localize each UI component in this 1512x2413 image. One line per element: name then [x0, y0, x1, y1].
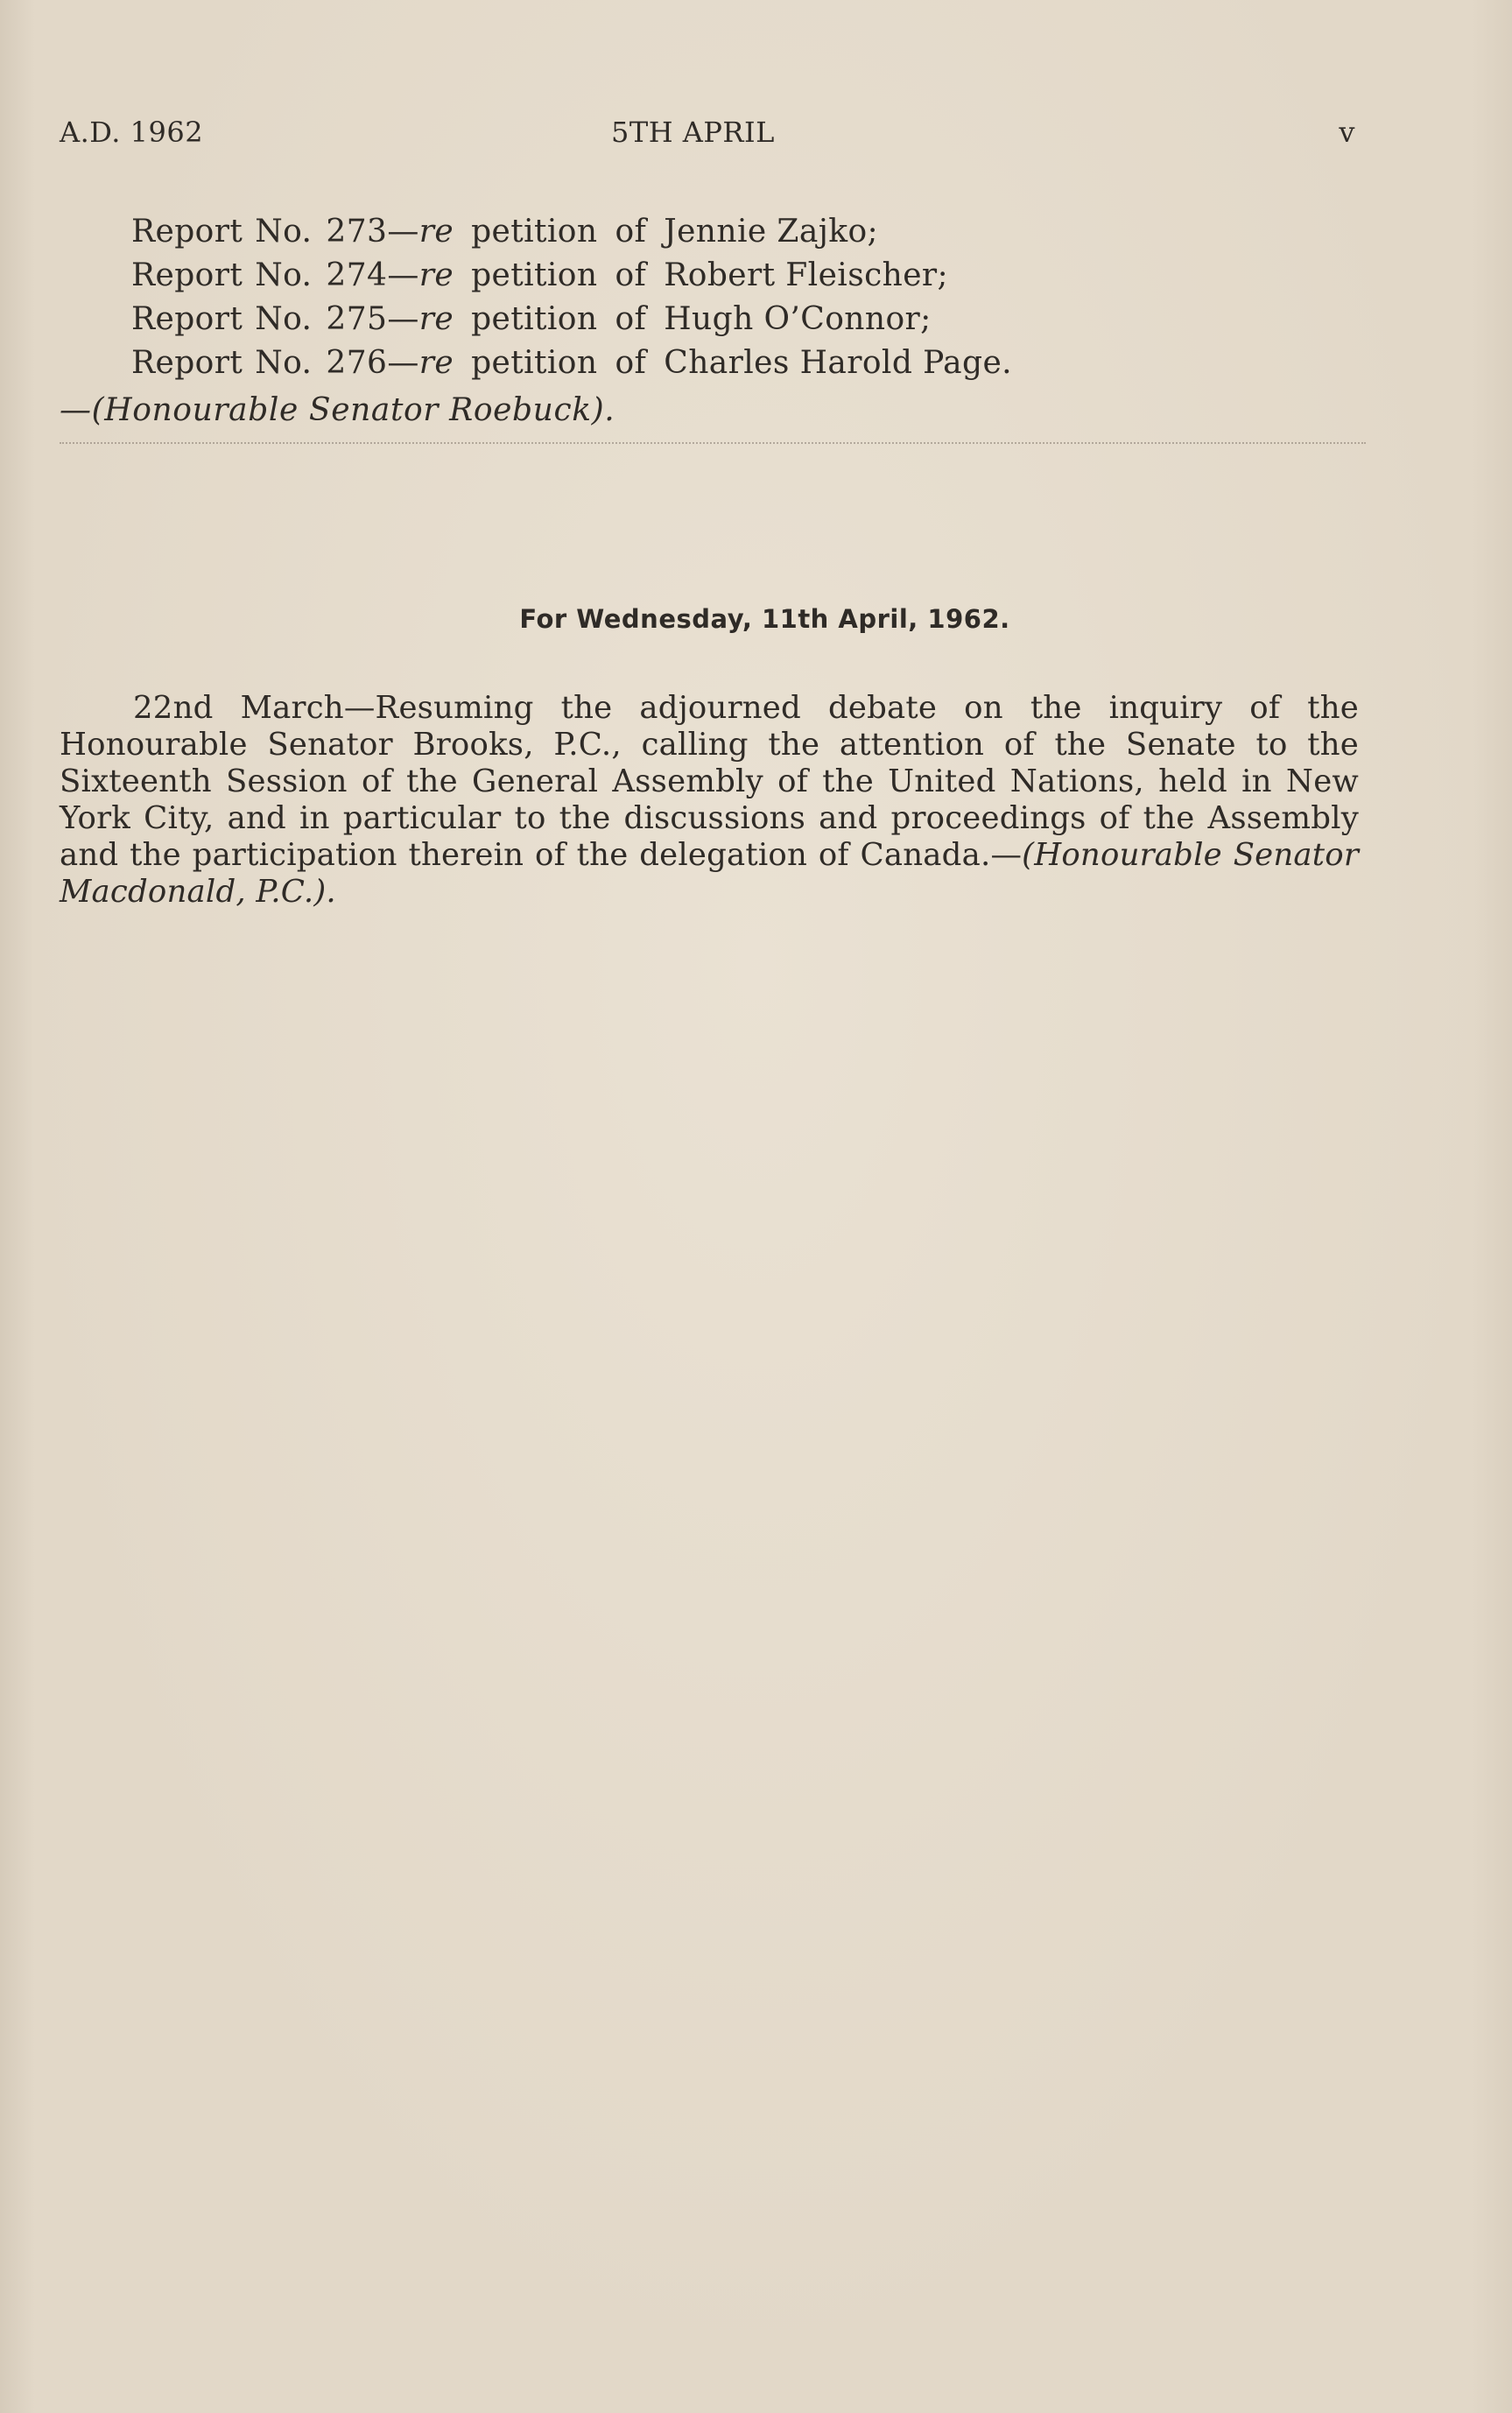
petitioner-name: Jennie Zajko; [664, 214, 879, 250]
dotted-divider [60, 442, 1366, 444]
order-of-the-day [60, 690, 1359, 911]
section-heading: For Wednesday, 11th April, 1962. [519, 604, 1010, 634]
reports-attribution: —(Honourable Senator Roebuck). [60, 392, 615, 428]
order-attribution: (Honourable Senator Macdonald, P.C.). [60, 837, 1360, 910]
petitioner-name: Charles Harold Page. [664, 345, 1012, 381]
report-line: Report No. 276—re petition of Charles Harold Page. [131, 341, 1340, 385]
report-list [131, 210, 1340, 385]
petitioner-name: Hugh O’Connor; [664, 301, 932, 337]
running-head-date: 5TH APRIL [611, 116, 775, 149]
running-head [60, 116, 1355, 159]
order-text: 22nd March—Resuming the adjourned debate on the inquiry of the Honourable Senator Brooks, P.C., calling the attention of the Senate to the Sixteenth Session of the General Assembly of the United Nations, held in New York City, and in particular to the discussions and proceedings of the Assembly and the participation therein of the delegation of Canada.— [60, 690, 1359, 873]
report-line: Report No. 274—re petition of Robert Fleischer; [131, 254, 1340, 298]
petitioner-name: Robert Fleischer; [664, 257, 949, 293]
report-line: Report No. 273—re petition of Jennie Zajko; [131, 210, 1340, 254]
page-number: v [1339, 116, 1355, 149]
report-line: Report No. 275—re petition of Hugh O’Connor; [131, 298, 1340, 341]
running-head-year: A.D. 1962 [60, 116, 204, 149]
